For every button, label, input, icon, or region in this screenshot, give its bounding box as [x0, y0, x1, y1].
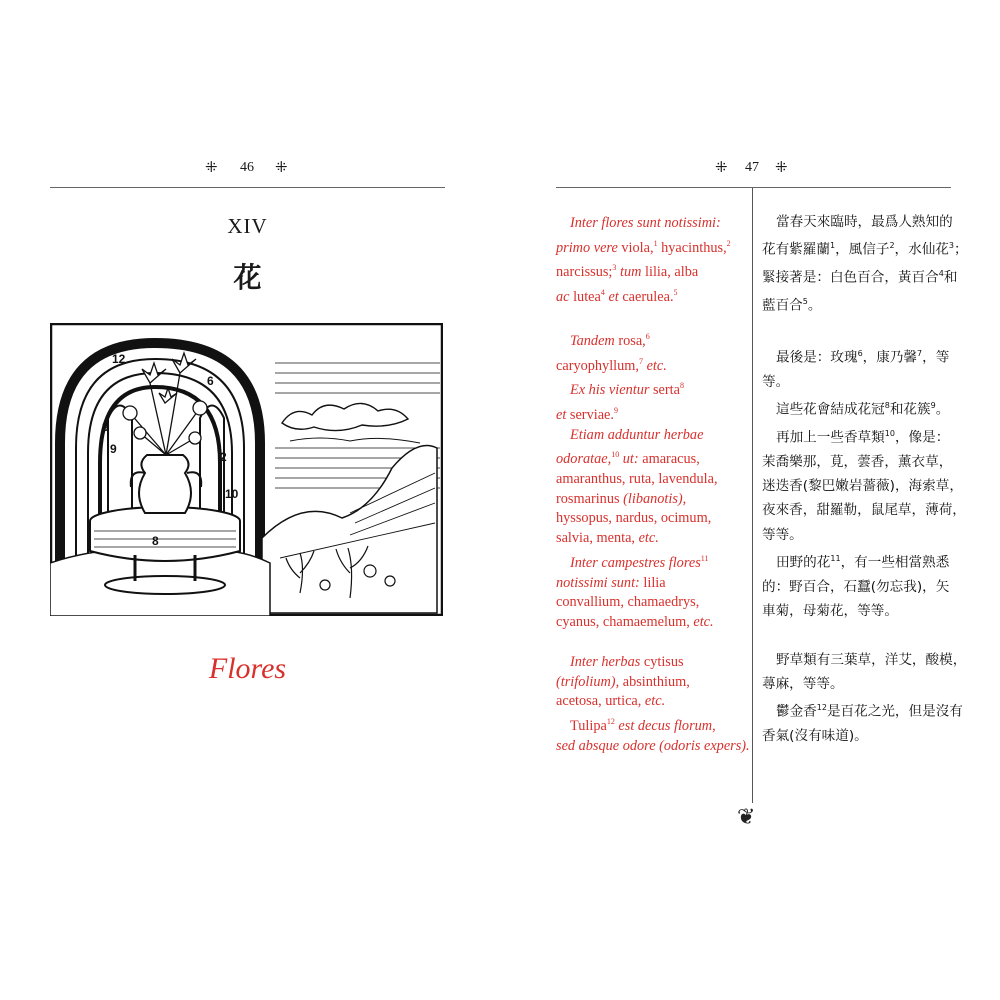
chinese-line: 等等。: [762, 526, 803, 543]
latin-line: et serviae.$^9$: [556, 405, 618, 423]
chinese-line: 這些花會結成花冠$^8$和花簇$^9$。: [776, 401, 950, 418]
woodcut-label-6: 6: [207, 374, 214, 388]
chapter-title-latin: Flores: [208, 652, 287, 685]
woodcut-label-10: 10: [225, 487, 239, 501]
latin-line: notissimi sunt: lilia: [556, 574, 666, 591]
latin-line: hyssopus, nardus, ocimum,: [556, 510, 712, 527]
column-divider: [752, 188, 753, 803]
latin-line: Inter flores sunt notissimi:: [570, 215, 721, 231]
woodcut-label-3: 3: [102, 420, 109, 434]
latin-line: caryophyllum,$^7$ etc.: [556, 356, 667, 374]
chinese-line: 野草類有三葉草，洋艾，酸模，: [776, 651, 967, 668]
chinese-line: 最後是：玫瑰$^6$，康乃馨$^7$，等: [776, 349, 950, 366]
latin-text-column: [556, 214, 750, 776]
chinese-line: 茉喬樂那，莧，蕓香，薰衣草，: [762, 453, 953, 470]
latin-line: odoratae,$^{10}$ ut: amaracus,: [556, 450, 700, 468]
chinese-line: 鬱金香$^{12}$是百花之光，但是沒有: [776, 703, 963, 720]
latin-line: sed absque odore (odoris expers).: [556, 737, 750, 754]
chinese-line: 蕁麻，等等。: [762, 676, 844, 693]
latin-paragraph: [556, 327, 746, 633]
chinese-line: 田野的花$^{11}$，有一些相當熟悉: [776, 554, 950, 571]
header-ornament-right-icon: ⁜: [275, 160, 288, 176]
latin-line: acetosa, urtica, etc.: [556, 693, 666, 710]
woodcut-label-2: 2: [220, 450, 227, 464]
latin-line: convallium, chamaedrys,: [556, 594, 700, 611]
latin-line: Tandem rosa,$^6$: [570, 332, 650, 350]
chinese-paragraph: [762, 648, 967, 749]
chinese-line: 花有紫羅蘭$^1$，風信子$^2$，水仙花$^3$；: [762, 241, 968, 258]
woodcut-label-9: 9: [110, 442, 117, 456]
page-number-left: 46: [240, 160, 254, 175]
chinese-line: 藍百合$^5$。: [762, 296, 822, 314]
latin-line: Tulipa$^{12}$ est decus florum,: [570, 717, 716, 734]
latin-line: Ex his vientur serta$^8$: [570, 381, 684, 399]
chinese-line: 夜來香，甜羅勒，鼠尾草，薄荷，: [762, 502, 966, 519]
latin-line: Etiam adduntur herbae: [570, 426, 704, 443]
woodcut-illustration: [50, 323, 443, 616]
woodcut-label-8: 8: [152, 534, 159, 548]
latin-line: primo vere viola,$^1$ hyacinthus,$^2$: [556, 238, 731, 256]
header-ornament-left-icon: ⁜: [715, 160, 728, 176]
latin-line: ac lutea$^4$ et caerulea.$^5$: [556, 287, 678, 305]
latin-line: amaranthus, ruta, lavendula,: [556, 470, 718, 487]
chinese-line: 當春天來臨時，最爲人熟知的: [776, 214, 953, 230]
header-rule-left: [50, 187, 445, 188]
chinese-line: 車菊，母菊花，等等。: [762, 603, 898, 620]
chinese-line: 緊接著是：白色百合，黃百合$^4$和: [762, 269, 958, 286]
latin-line: rosmarinus (libanotis),: [556, 490, 687, 507]
latin-line: cyanus, chamaemelum, etc.: [556, 614, 714, 631]
chapter-number: XIV: [227, 214, 268, 238]
chinese-line: 香氣(沒有味道)。: [762, 728, 868, 745]
woodcut-label-12: 12: [112, 352, 126, 366]
latin-paragraph: [556, 653, 750, 757]
chinese-line: 迷迭香(黎巴嫩岩薔薇)，海索草，: [762, 478, 963, 495]
end-ornament-icon: ❦: [737, 804, 756, 829]
latin-line: salvia, menta, etc.: [556, 530, 659, 547]
latin-line: Inter herbas cytisus: [570, 653, 684, 670]
chapter-title-chinese: 花: [233, 263, 262, 294]
latin-paragraph: [556, 214, 746, 307]
page-number-right: 47: [745, 160, 759, 175]
chinese-line: 等。: [762, 373, 790, 390]
chinese-text-column: [762, 210, 968, 773]
chinese-line: 再加上一些香草類$^{10}$，像是：: [776, 429, 950, 446]
latin-line: (trifolium), absinthium,: [556, 673, 690, 690]
header-ornament-left-icon: ⁜: [205, 160, 218, 176]
chinese-line: 的：野百合，石蠶(勿忘我)，矢: [762, 578, 950, 595]
chinese-paragraph: [762, 210, 968, 318]
header-ornament-right-icon: ⁜: [775, 160, 788, 176]
chinese-paragraph: [762, 342, 966, 623]
header-rule-right: [556, 187, 951, 188]
latin-line: Inter campestres flores$^{11}$: [570, 554, 709, 571]
latin-line: narcissus;$^3$ tum lilia, alba: [556, 263, 699, 281]
